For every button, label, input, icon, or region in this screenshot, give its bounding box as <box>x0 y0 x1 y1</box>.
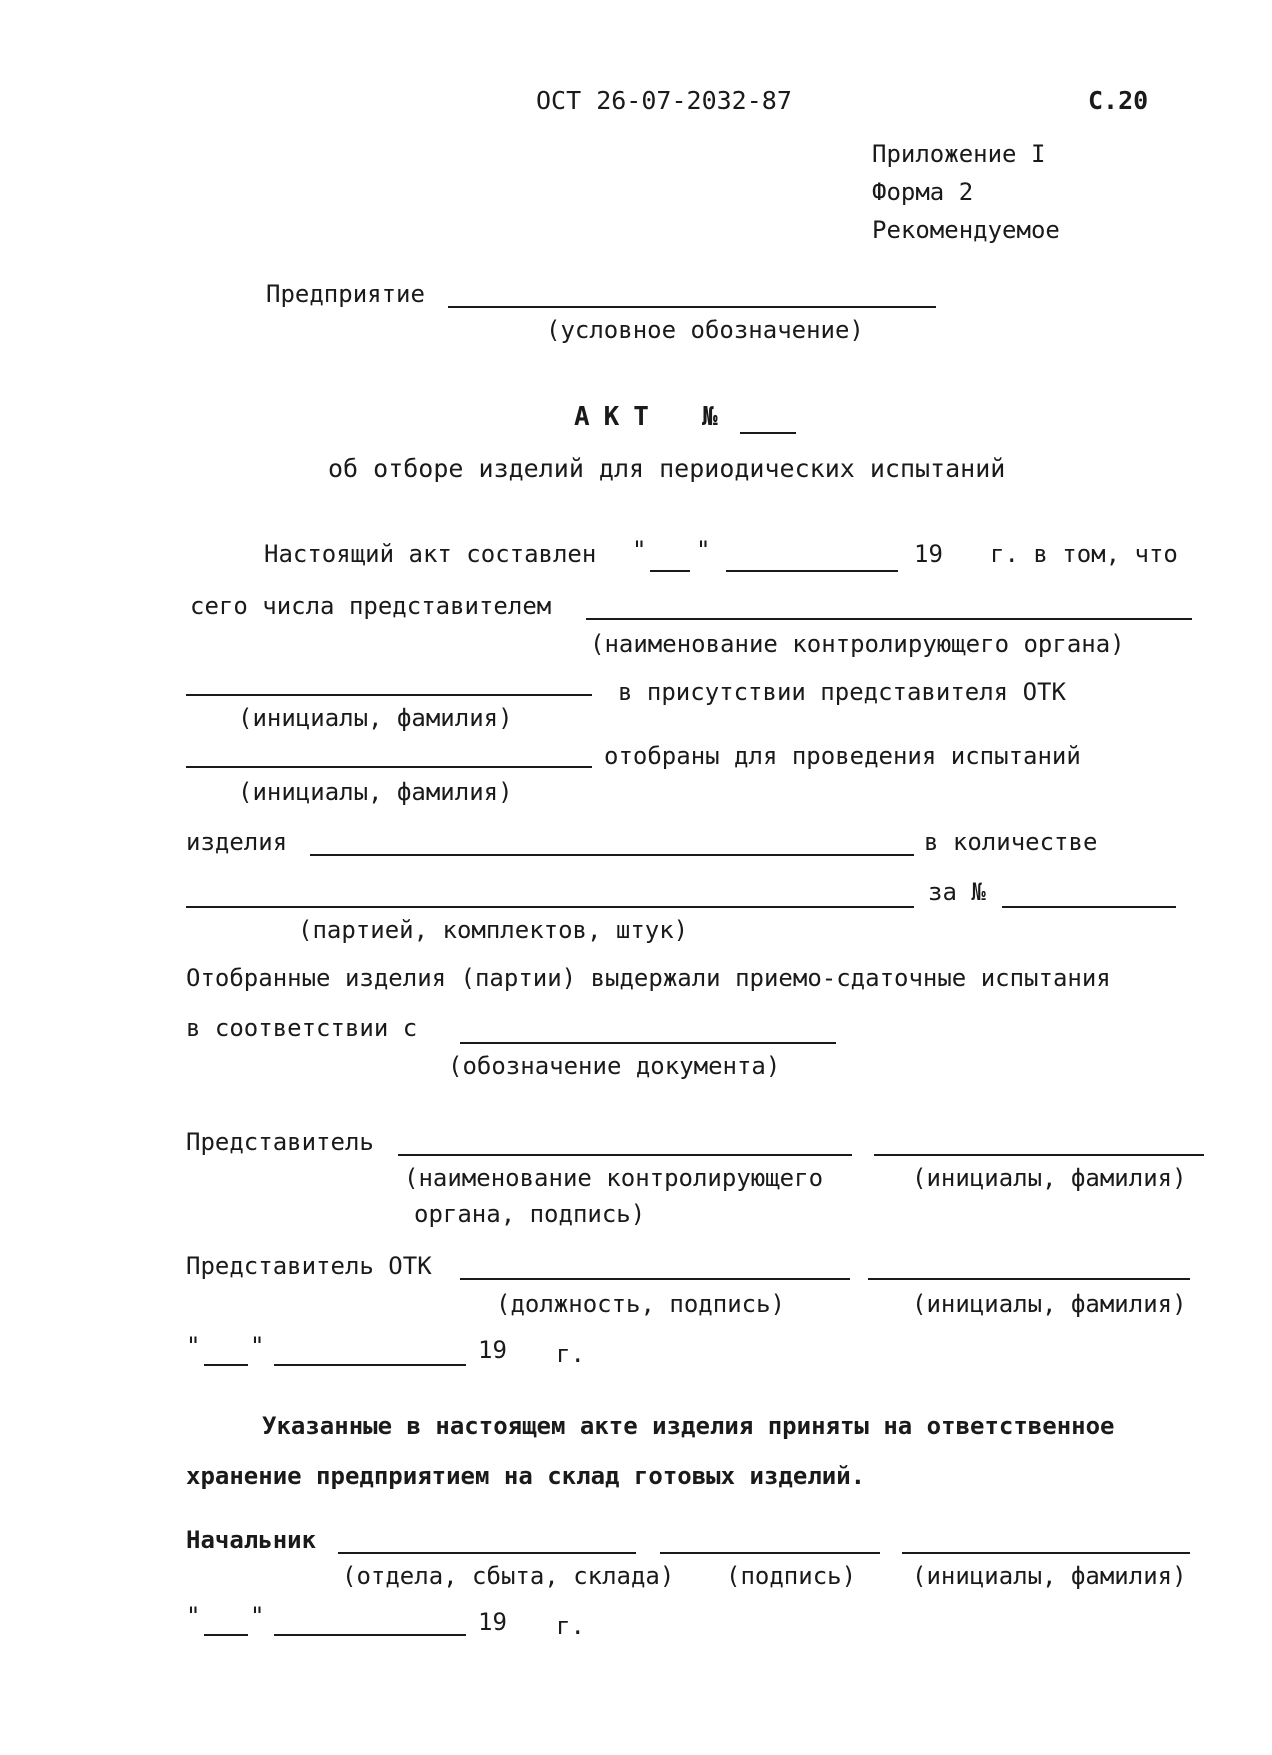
chief-caption-department: (отдела, сбыта, склада) <box>342 1562 675 1590</box>
otk-name-field[interactable] <box>868 1278 1190 1280</box>
chief-caption-signature: (подпись) <box>726 1562 857 1590</box>
year-prefix: 19 <box>914 540 943 568</box>
initials-caption-2: (инициалы, фамилия) <box>238 778 513 806</box>
number-sign: № <box>702 402 718 432</box>
page-number: С.20 <box>1088 86 1149 115</box>
chief-caption-name: (инициалы, фамилия) <box>912 1562 1187 1590</box>
date1-day-field[interactable] <box>204 1364 248 1366</box>
date2-suffix: г. <box>556 1612 585 1640</box>
presence-text: в присутствии представителя ОТК <box>618 678 1066 706</box>
batch-caption: (партией, комплектов, штук) <box>298 916 689 944</box>
quantity-label: в количестве <box>924 828 1098 856</box>
control-organ-caption: (наименование контролирующего органа) <box>590 630 1125 658</box>
storage-text-line2: хранение предприятием на склад готовых изделий. <box>186 1462 866 1490</box>
appendix-label: Приложение I <box>872 140 1046 168</box>
otk-initials-field[interactable] <box>186 766 592 768</box>
passed-text: Отобранные изделия (партии) выдержали приемо-сдаточные испытания <box>186 964 1111 992</box>
otk-caption-name: (инициалы, фамилия) <box>912 1290 1187 1318</box>
date2-quote-close: " <box>250 1602 265 1630</box>
rep-caption-signature: органа, подпись) <box>414 1200 646 1228</box>
representative-text: сего числа представителем <box>190 592 552 620</box>
rep-name-field[interactable] <box>874 1154 1204 1156</box>
initials-caption-1: (инициалы, фамилия) <box>238 704 513 732</box>
date2-year: 19 <box>478 1608 507 1636</box>
chief-department-field[interactable] <box>338 1552 636 1554</box>
otk-position-signature-field[interactable] <box>460 1278 850 1280</box>
act-subtitle: об отборе изделий для периодических испытаний <box>328 454 1006 483</box>
date2-day-field[interactable] <box>204 1634 248 1636</box>
date1-year: 19 <box>478 1336 507 1364</box>
act-title: АКТ <box>574 402 663 432</box>
date1-quote-close: " <box>250 1332 265 1360</box>
selected-text: отобраны для проведения испытаний <box>604 742 1081 770</box>
control-organ-field[interactable] <box>586 618 1192 620</box>
document-caption: (обозначение документа) <box>448 1052 781 1080</box>
enterprise-field[interactable] <box>448 306 936 308</box>
month-field[interactable] <box>726 570 898 572</box>
chief-name-field[interactable] <box>902 1552 1190 1554</box>
date2-month-field[interactable] <box>274 1634 466 1636</box>
items-label: изделия <box>186 828 288 856</box>
intro-text-tail: г. в том, что <box>990 540 1178 568</box>
for-number-label: за № <box>928 878 986 906</box>
rep-organ-signature-field[interactable] <box>398 1154 852 1156</box>
date1-month-field[interactable] <box>274 1364 466 1366</box>
date2-quote-open: " <box>186 1602 201 1630</box>
quote-open: " <box>632 536 647 564</box>
chief-signature-field[interactable] <box>660 1552 880 1554</box>
act-number-field[interactable] <box>740 432 796 434</box>
date1-quote-open: " <box>186 1332 201 1360</box>
storage-text-line1: Указанные в настоящем акте изделия приняты на ответственное <box>262 1412 1115 1440</box>
quantity-field[interactable] <box>186 906 914 908</box>
status-label: Рекомендуемое <box>872 216 1060 244</box>
according-label: в соответствии с <box>186 1014 418 1042</box>
chief-label: Начальник <box>186 1526 317 1554</box>
date1-suffix: г. <box>556 1340 585 1368</box>
rep-caption-name: (инициалы, фамилия) <box>912 1164 1187 1192</box>
intro-text: Настоящий акт составлен <box>264 540 597 568</box>
otk-label: Представитель ОТК <box>186 1252 432 1280</box>
items-field[interactable] <box>310 854 914 856</box>
rep-initials-field[interactable] <box>186 694 592 696</box>
standard-number: ОСТ 26-07-2032-87 <box>536 86 792 115</box>
enterprise-label: Предприятие <box>266 280 425 308</box>
document-field[interactable] <box>460 1042 836 1044</box>
quote-close: " <box>696 536 711 564</box>
otk-caption-position: (должность, подпись) <box>496 1290 785 1318</box>
rep-caption-organ: (наименование контролирующего <box>404 1164 824 1192</box>
order-number-field[interactable] <box>1002 906 1176 908</box>
day-field[interactable] <box>650 570 690 572</box>
representative-label: Представитель <box>186 1128 374 1156</box>
form-label: Форма 2 <box>872 178 974 206</box>
enterprise-caption: (условное обозначение) <box>546 316 864 344</box>
